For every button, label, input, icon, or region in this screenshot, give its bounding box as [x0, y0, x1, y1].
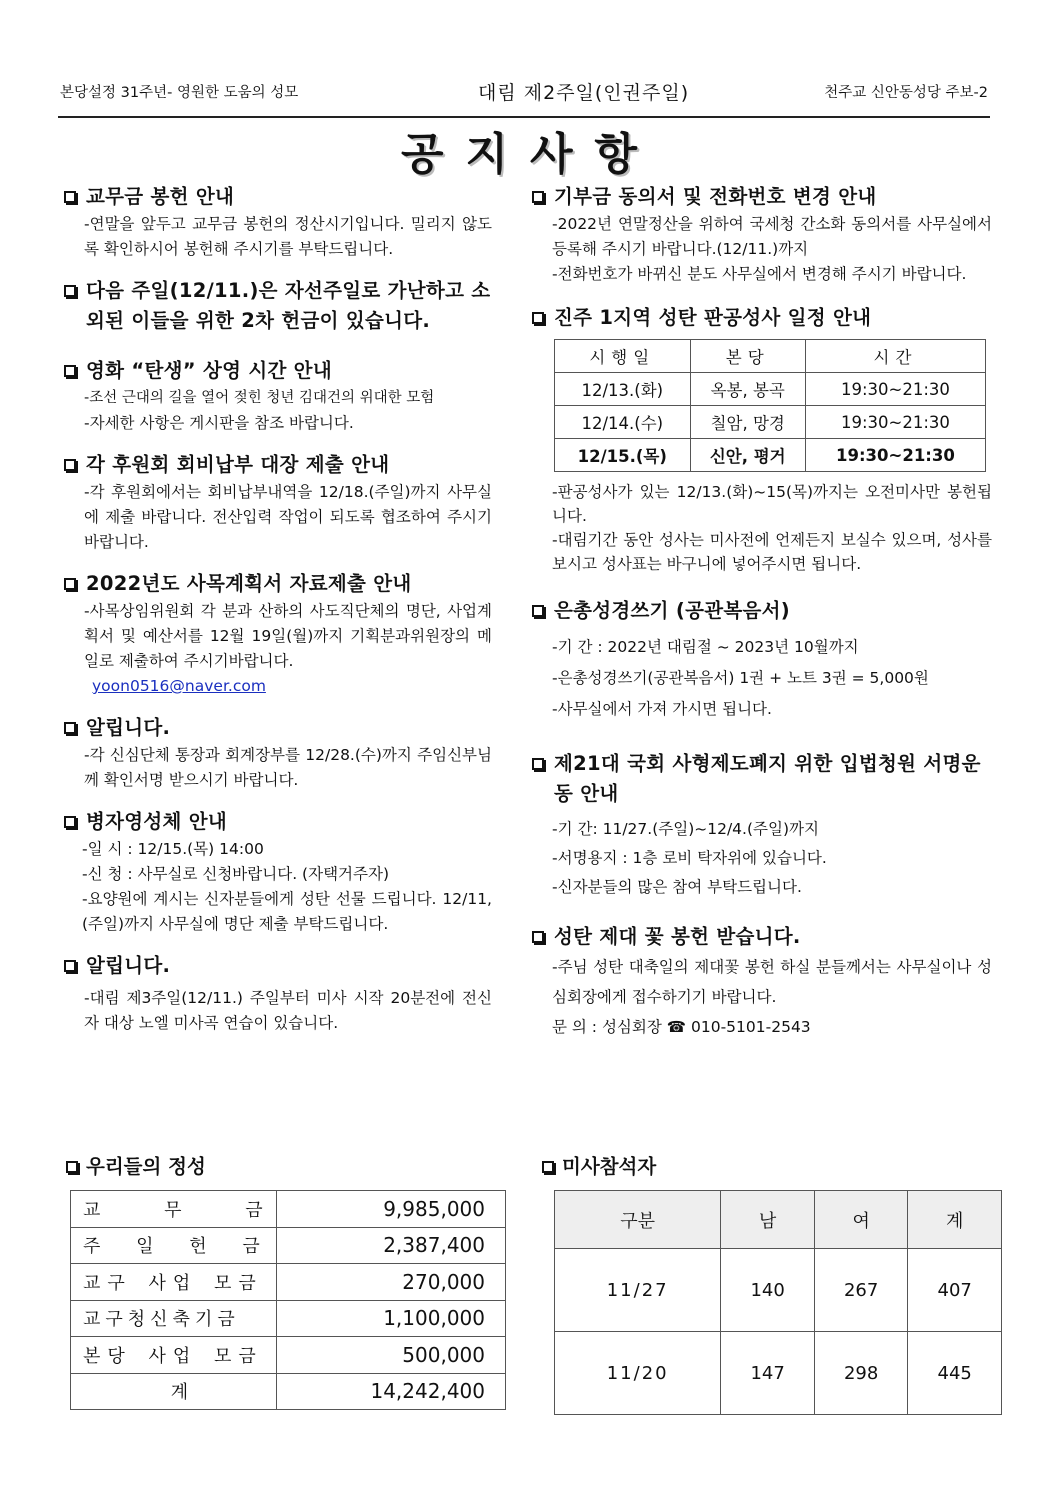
section-text: -2022년 연말정산을 위하여 국세청 간소화 동의서를 사무실에서 등록해 주시기 바랍니다.(12/11.)까지 — [552, 215, 992, 258]
section-text: -각 신심단체 통장과 회계장부를 12/28.(수)까지 주임신부님께 확인서명 받으시기 바랍니다. — [84, 746, 492, 789]
notice-charity-sunday — [62, 276, 492, 336]
section-text: -전화번호가 바뀌신 분도 사무실에서 변경해 주시기 바랍니다. — [552, 265, 967, 283]
contact-line: 문 의 : 성심회장 ☎ 010-5101-2543 — [552, 1018, 811, 1036]
section-text: -대림기간 동안 성사는 미사전에 언제든지 보실수 있으며, 성사를 보시고 성사표는 바구니에 넣어주시면 됩니다. — [552, 531, 992, 573]
table-cell: 12/15.(목) — [555, 439, 691, 472]
table-row — [555, 439, 986, 472]
table-cell: 407 — [908, 1249, 1002, 1332]
table-row — [555, 1332, 1002, 1415]
header-center: 대림 제2주일(인권주일) — [478, 82, 690, 104]
notice-movie — [62, 356, 492, 436]
section-title: 다음 주일(12/11.)은 자선주일로 가난하고 소외된 이들을 위한 2차 헌금이 있습니다. — [86, 279, 491, 332]
table-header: 시행일 — [555, 340, 691, 373]
table-row — [71, 1337, 506, 1374]
section-text: -요양원에 계시는 신자분들에게 성탄 선물 드립니다. 12/11,(주일)까지 사무실에 명단 제출 부탁드립니다. — [82, 890, 492, 933]
checkbox-icon — [532, 931, 544, 943]
section-text: -대림 제3주일(12/11.) 주일부터 미사 시작 20분전에 전신자 대상 노엘 미사곡 연습이 있습니다. — [84, 989, 492, 1032]
checkbox-icon — [64, 578, 76, 590]
section-text: -사무실에서 가져 가시면 됩니다. — [552, 700, 772, 718]
section-text: -신 청 : 사무실로 신청바랍니다. (자택거주자) — [82, 865, 390, 883]
offering-heading — [64, 1152, 206, 1182]
section-title: 교무금 봉헌 안내 — [86, 185, 235, 208]
notice-confession-schedule — [530, 303, 992, 576]
checkbox-icon — [64, 816, 76, 828]
checkbox-icon — [532, 605, 544, 617]
notice-offering-payment — [62, 182, 492, 262]
fund-label: 본당 사업 모금 — [71, 1337, 277, 1374]
section-text: -은총성경쓰기(공관복음서) 1권 + 노트 3권 = 5,000원 — [552, 669, 929, 687]
notice-death-penalty-petition — [530, 749, 992, 902]
checkbox-icon — [532, 191, 544, 203]
table-cell: 267 — [814, 1249, 908, 1332]
fund-label: 교 무 금 — [71, 1191, 277, 1228]
table-cell: 147 — [721, 1332, 815, 1415]
fund-label: 교구 사업 모금 — [71, 1264, 277, 1301]
table-cell: 140 — [721, 1249, 815, 1332]
header-left: 본당설정 31주년- 영원한 도움의 성모 — [60, 85, 299, 101]
notice-sick-communion — [62, 807, 492, 937]
section-text: -연말을 앞두고 교무금 봉헌의 정산시기입니다. 밀리지 않도록 확인하시어 봉헌해 주시기를 부탁드립니다. — [84, 215, 492, 258]
table-cell: 19:30~21:30 — [805, 373, 985, 406]
table-header: 여 — [814, 1191, 908, 1249]
section-text: -기 간 : 2022년 대림절 ~ 2023년 10월까지 — [552, 638, 859, 656]
checkbox-icon — [64, 722, 76, 734]
total-value: 14,242,400 — [277, 1373, 506, 1410]
checkbox-icon — [64, 459, 76, 471]
table-cell: 445 — [908, 1332, 1002, 1415]
section-title: 미사참석자 — [562, 1155, 657, 1178]
section-title: 제21대 국회 사형제도폐지 위한 입법청원 서명운동 안내 — [554, 752, 981, 805]
confession-table — [554, 339, 986, 472]
section-text: -자세한 사항은 게시판을 참조 바랍니다. — [84, 414, 354, 432]
table-row — [555, 373, 986, 406]
section-title: 영화 “탄생” 상영 시간 안내 — [86, 359, 332, 382]
table-row — [71, 1227, 506, 1264]
fund-value: 9,985,000 — [277, 1191, 506, 1228]
section-text: -각 후원회에서는 회비납부내역을 12/18.(주일)까지 사무실에 제출 바랍니다. 전산입력 작업이 되도록 협조하여 주시기 바랍니다. — [84, 483, 492, 551]
notice-donation-consent — [530, 182, 992, 287]
section-title: 알립니다. — [86, 716, 171, 739]
table-header-row — [555, 1191, 1002, 1249]
section-title: 성탄 제대 꽃 봉헌 받습니다. — [554, 925, 801, 948]
table-row — [555, 406, 986, 439]
attendance-heading — [540, 1152, 656, 1182]
checkbox-icon — [64, 191, 76, 203]
table-row — [555, 1249, 1002, 1332]
section-title: 각 후원회 회비납부 대장 제출 안내 — [86, 453, 390, 476]
table-header: 계 — [908, 1191, 1002, 1249]
table-cell: 칠암, 망경 — [690, 406, 805, 439]
notice-pastoral-plan — [62, 569, 492, 699]
email-link[interactable]: yoon0516@naver.com — [92, 677, 266, 695]
section-title: 우리들의 정성 — [86, 1155, 206, 1178]
table-cell: 298 — [814, 1332, 908, 1415]
section-text: -주님 성탄 대축일의 제대꽃 봉헌 하실 분들께서는 사무실이나 성심회장에게 접수하기기 바랍니다. — [552, 958, 992, 1006]
attendance-table — [554, 1190, 1002, 1415]
table-header: 본당 — [690, 340, 805, 373]
table-cell: 12/14.(수) — [555, 406, 691, 439]
notice-bible-writing — [530, 596, 992, 725]
checkbox-icon — [64, 960, 76, 972]
offering-table — [70, 1190, 506, 1410]
table-header: 시간 — [805, 340, 985, 373]
table-header: 구분 — [555, 1191, 721, 1249]
header-right: 천주교 신안동성당 주보-2 — [824, 85, 988, 101]
checkbox-icon — [66, 1161, 78, 1173]
section-title: 은총성경쓰기 (공관복음서) — [554, 599, 791, 622]
table-row — [71, 1300, 506, 1337]
checkbox-icon — [64, 365, 76, 377]
section-text: -기 간: 11/27.(주일)~12/4.(주일)까지 — [552, 820, 819, 838]
section-text: -서명용지 : 1층 로비 탁자위에 있습니다. — [552, 849, 827, 867]
notice-noel-practice — [62, 951, 492, 1036]
section-text: -일 시 : 12/15.(목) 14:00 — [82, 840, 264, 858]
notice-support-dues — [62, 450, 492, 555]
section-title: 병자영성체 안내 — [86, 810, 228, 833]
table-cell: 12/13.(화) — [555, 373, 691, 406]
section-text: -사목상임위원회 각 분과 산하의 사도직단체의 명단, 사업계획서 및 예산서를 12월 19일(월)까지 기획분과위원장의 메일로 제출하여 주시기바랍니다. — [84, 602, 492, 670]
checkbox-icon — [64, 285, 76, 297]
table-cell: 19:30~21:30 — [805, 406, 985, 439]
table-cell: 19:30~21:30 — [805, 439, 985, 472]
total-label: 계 — [71, 1373, 277, 1410]
checkbox-icon — [532, 312, 544, 324]
table-row — [71, 1191, 506, 1228]
left-column — [62, 182, 492, 1050]
table-cell: 11/20 — [555, 1332, 721, 1415]
right-column — [530, 182, 992, 1056]
table-cell: 11/27 — [555, 1249, 721, 1332]
bulletin-header — [58, 78, 990, 118]
fund-label: 교구청신축기금 — [71, 1300, 277, 1337]
section-title: 진주 1지역 성탄 판공성사 일정 안내 — [554, 306, 872, 329]
table-row — [71, 1264, 506, 1301]
table-cell: 신안, 평거 — [690, 439, 805, 472]
table-cell: 옥봉, 봉곡 — [690, 373, 805, 406]
section-title: 2022년도 사목계획서 자료제출 안내 — [86, 572, 412, 595]
checkbox-icon — [542, 1161, 554, 1173]
notice-account-books — [62, 713, 492, 793]
fund-value: 270,000 — [277, 1264, 506, 1301]
table-row — [71, 1373, 506, 1410]
section-text: -판공성사가 있는 12/13.(화)~15(목)까지는 오전미사만 봉헌됩니다. — [552, 483, 992, 525]
checkbox-icon — [532, 758, 544, 770]
page-title: 공지사항 — [400, 129, 659, 180]
section-text: -신자분들의 많은 참여 부탁드립니다. — [552, 878, 802, 896]
fund-value: 1,100,000 — [277, 1300, 506, 1337]
fund-value: 2,387,400 — [277, 1227, 506, 1264]
fund-label: 주 일 헌 금 — [71, 1227, 277, 1264]
table-header: 남 — [721, 1191, 815, 1249]
section-title: 알립니다. — [86, 954, 171, 977]
fund-value: 500,000 — [277, 1337, 506, 1374]
section-title: 기부금 동의서 및 전화번호 변경 안내 — [554, 185, 877, 208]
section-text: -조선 근대의 길을 열어 젖힌 청년 김대건의 위대한 모험 — [84, 390, 435, 406]
notice-christmas-flowers — [530, 922, 992, 1042]
